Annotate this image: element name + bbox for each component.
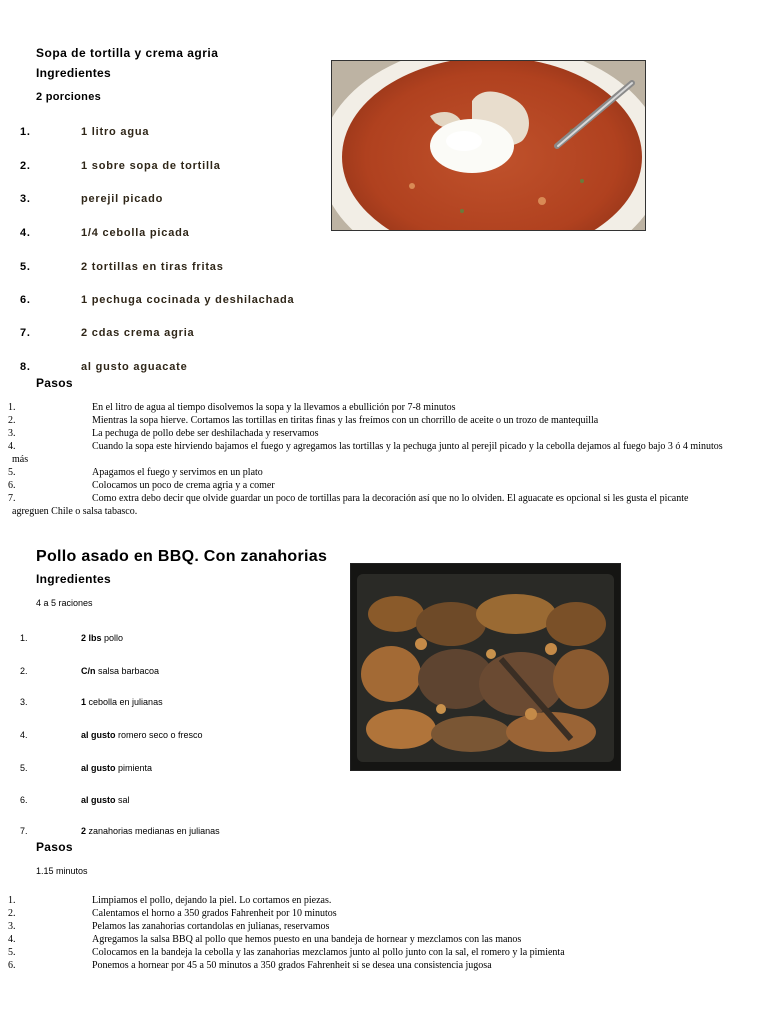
ingredient-text (81, 795, 130, 805)
step-text: Cuando la sopa este hirviendo bajamos el fuego y agregamos las tortillas y la pechuga junto al perejil picado y la cebolla dejamos al fuego bajo 3 ó 4 minutos más (12, 441, 723, 465)
step-text: Calentamos el horno a 350 grados Fahrenheit por 10 minutos (92, 908, 337, 919)
step-number: 4. (8, 441, 16, 452)
step-number: 3. (8, 428, 16, 439)
ingredient-text (81, 633, 123, 643)
ingredient-text: 1 pechuga cocinada y deshilachada (81, 294, 295, 306)
step-number: 6. (8, 480, 16, 491)
step-number: 5. (8, 947, 16, 958)
ingredient-qty: al gusto (81, 763, 116, 773)
ingredient-name: pollo (101, 633, 124, 643)
step-item (8, 440, 724, 466)
step-number: 2. (8, 908, 16, 919)
ingredient-name: zanahorias medianas en julianas (86, 826, 220, 836)
chicken-illustration (351, 564, 620, 770)
step-number: 6. (8, 960, 16, 971)
ingredient-number: 7. (20, 826, 28, 836)
step-number: 1. (8, 402, 16, 413)
ingredient-text (81, 666, 159, 676)
step-text: Colocamos un poco de crema agria y a comer (92, 480, 275, 491)
step-item (8, 907, 724, 920)
ingredient-qty: al gusto (81, 795, 116, 805)
step-text: La pechuga de pollo debe ser deshilachada y reservamos (92, 428, 319, 439)
soup-illustration (332, 61, 645, 230)
ingredient-text (81, 730, 203, 740)
step-number: 3. (8, 921, 16, 932)
chicken-photo (350, 563, 621, 771)
ingredient-text: 2 tortillas en tiras fritas (81, 261, 224, 273)
ingredient-name: romero seco o fresco (115, 730, 203, 740)
recipe1-portions: 2 porciones (36, 91, 102, 103)
ingredient-qty: C/n (81, 666, 96, 676)
ingredient-name: salsa barbacoa (95, 666, 160, 676)
recipe2-portions: 4 a 5 raciones (36, 598, 93, 608)
ingredient-qty: al gusto (81, 730, 116, 740)
ingredient-number: 5. (20, 763, 28, 773)
ingredient-text: 1/4 cebolla picada (81, 227, 190, 239)
step-number: 4. (8, 934, 16, 945)
step-item (8, 414, 724, 427)
ingredient-number: 4. (20, 730, 28, 740)
recipe1-ingredients-heading: Ingredientes (36, 66, 111, 80)
step-text: Apagamos el fuego y servimos en un plato (92, 467, 263, 478)
ingredient-number: 7. (20, 327, 31, 339)
ingredient-qty: 2 (81, 826, 87, 836)
step-text: Limpiamos el pollo, dejando la piel. Lo cortamos en piezas. (92, 895, 332, 906)
step-number: 1. (8, 895, 16, 906)
ingredient-text (81, 826, 220, 836)
ingredient-text (81, 763, 152, 773)
step-text: Ponemos a hornear por 45 a 50 minutos a 350 grados Fahrenheit si se desea una consistencia jugosa (92, 960, 492, 971)
step-number: 2. (8, 415, 16, 426)
step-item (8, 427, 724, 440)
step-item (8, 479, 724, 492)
step-item (8, 401, 724, 414)
ingredient-number: 2. (20, 160, 31, 172)
ingredient-text (81, 697, 163, 707)
step-text: En el litro de agua al tiempo disolvemos la sopa y la llevamos a ebullición por 7-8 minutos (92, 402, 456, 413)
recipe2-ingredients-heading: Ingredientes (36, 572, 111, 586)
step-item (8, 466, 724, 479)
step-item (8, 920, 724, 933)
recipe2-steps-heading: Pasos (36, 840, 73, 854)
recipe1-steps-heading: Pasos (36, 376, 73, 390)
step-item (8, 933, 724, 946)
recipe1-title: Sopa de tortilla y crema agria (36, 46, 219, 60)
ingredient-number: 1. (20, 126, 31, 138)
ingredient-text: perejil picado (81, 193, 164, 205)
ingredient-text: al gusto aguacate (81, 361, 188, 373)
step-number: 7. (8, 493, 16, 504)
step-text: Pelamos las zanahorias cortandolas en julianas, reservamos (92, 921, 330, 932)
ingredient-number: 4. (20, 227, 31, 239)
ingredient-name: cebolla en julianas (86, 697, 163, 707)
ingredient-text: 1 sobre sopa de tortilla (81, 160, 221, 172)
step-text: Mientras la sopa hierve. Cortamos las tortillas en tiritas finas y las freímos con un chorrillo de aceite o un trozo de mantequilla (92, 415, 599, 426)
step-text: Agregamos la salsa BBQ al pollo que hemos puesto en una bandeja de hornear y mezclamos con las manos (92, 934, 522, 945)
ingredient-number: 5. (20, 261, 31, 273)
recipe2-steps-list (8, 894, 724, 972)
step-text: Como extra debo decir que olvide guardar un poco de tortillas para la decoración así que no lo olviden. El aguacate es opcional si les gusta el picante agreguen Chile o salsa tabasco. (12, 493, 689, 517)
recipe1-steps-list (8, 401, 724, 518)
ingredient-number: 8. (20, 361, 31, 373)
ingredient-text: 2 cdas crema agria (81, 327, 195, 339)
ingredient-name: pimienta (115, 763, 153, 773)
step-number: 5. (8, 467, 16, 478)
step-item (8, 946, 724, 959)
soup-photo (331, 60, 646, 231)
step-item (8, 894, 724, 907)
ingredient-number: 6. (20, 795, 28, 805)
step-item (8, 959, 724, 972)
ingredient-number: 6. (20, 294, 31, 306)
recipe2-time: 1.15 minutos (36, 866, 88, 876)
ingredient-name: sal (115, 795, 130, 805)
ingredient-number: 2. (20, 666, 28, 676)
ingredient-qty: 1 (81, 697, 87, 707)
ingredient-qty: 2 lbs (81, 633, 102, 643)
ingredient-number: 1. (20, 633, 28, 643)
step-text: Colocamos en la bandeja la cebolla y las zanahorias mezclamos junto al pollo junto con la sal, el romero y la pimienta (92, 947, 565, 958)
step-item (8, 492, 724, 518)
ingredient-number: 3. (20, 193, 31, 205)
recipe2-title: Pollo asado en BBQ. Con zanahorias (36, 548, 328, 565)
ingredient-number: 3. (20, 697, 28, 707)
ingredient-text: 1 litro agua (81, 126, 150, 138)
